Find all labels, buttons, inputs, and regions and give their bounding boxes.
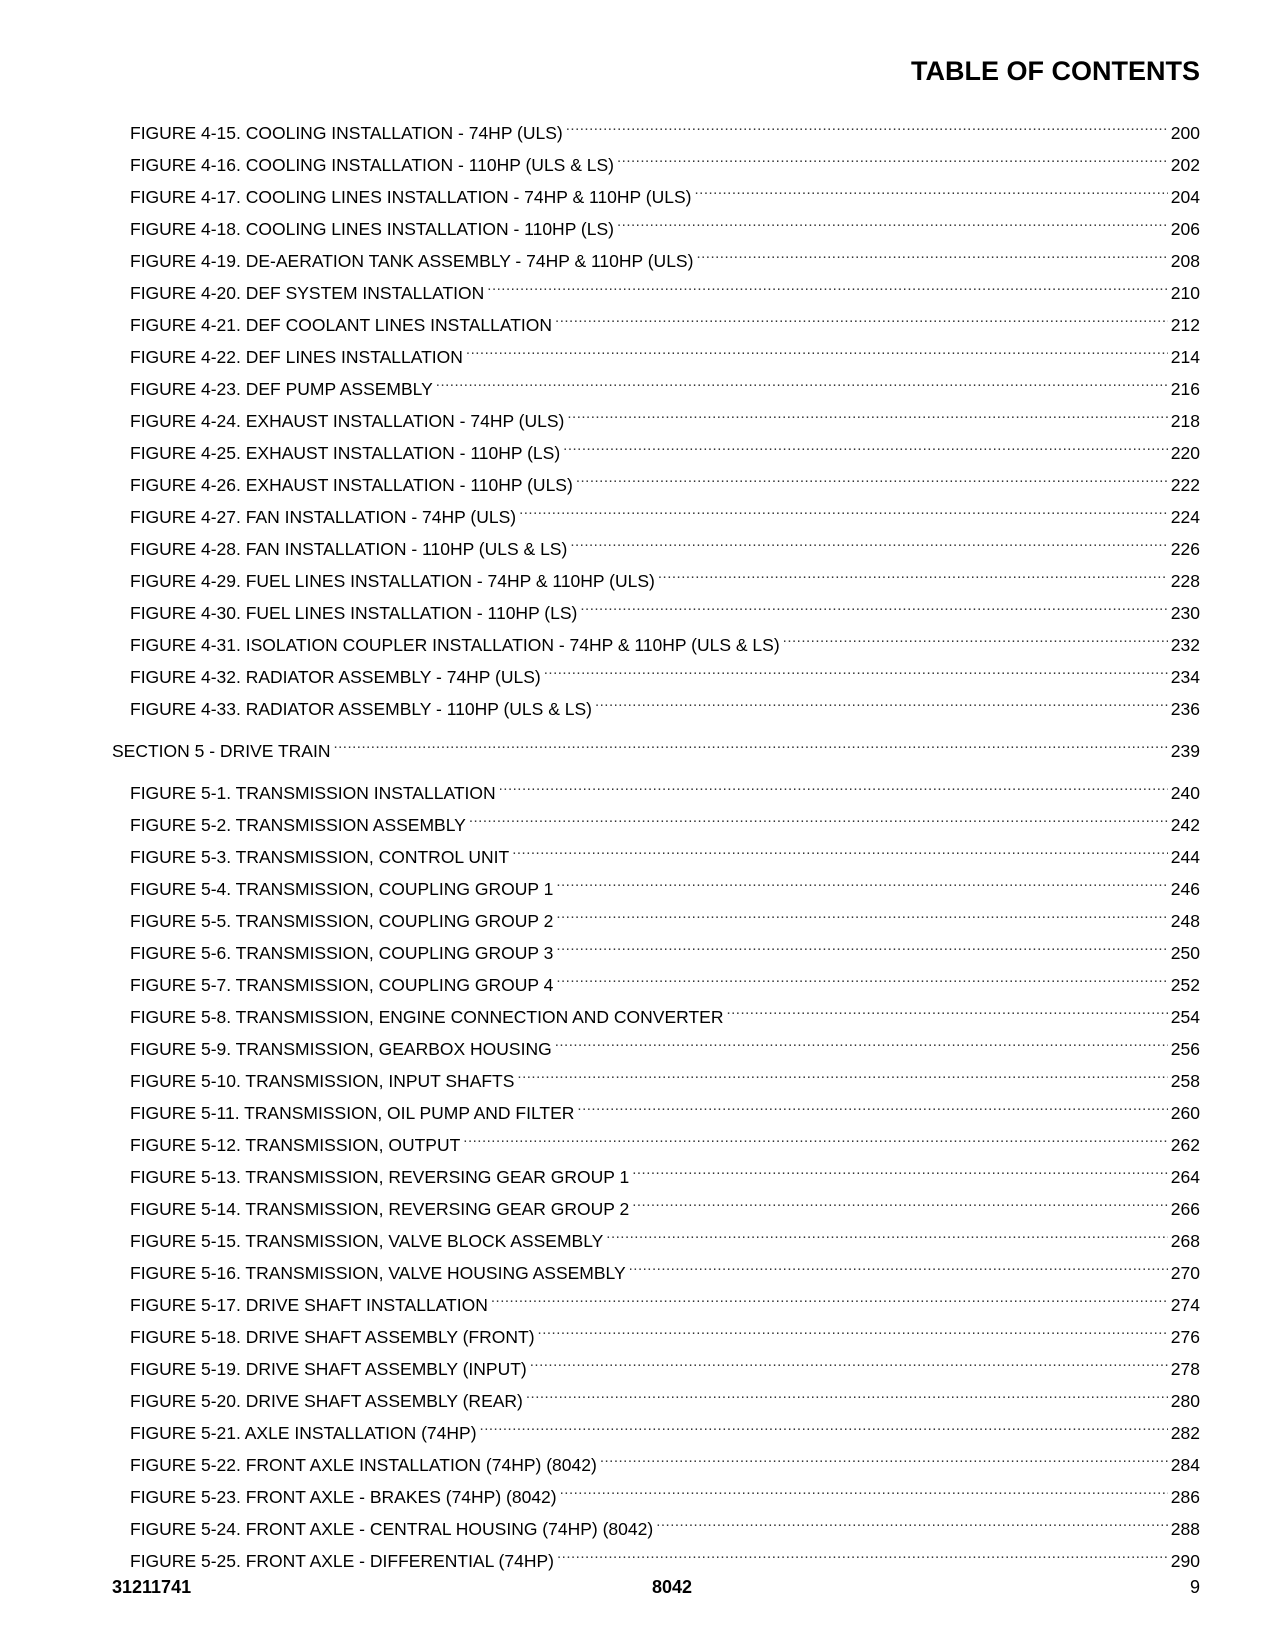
toc-dot-leader	[632, 1151, 1168, 1183]
toc-entry-label: FIGURE 5-18. DRIVE SHAFT ASSEMBLY (FRONT)	[130, 1327, 535, 1347]
toc-entry-page-number: 246	[1170, 879, 1200, 899]
toc-entry-label: FIGURE 4-23. DEF PUMP ASSEMBLY	[130, 379, 433, 399]
page-footer	[112, 1577, 1200, 1605]
toc-dot-leader	[556, 863, 1167, 895]
toc-entry-page-number: 288	[1170, 1519, 1200, 1539]
toc-entry-page-number: 264	[1170, 1167, 1200, 1187]
toc-dot-leader	[560, 1471, 1168, 1503]
toc-entry-label: FIGURE 4-33. RADIATOR ASSEMBLY - 110HP (ULS & LS)	[130, 699, 592, 719]
toc-entry-label: FIGURE 5-16. TRANSMISSION, VALVE HOUSING ASSEMBLY	[130, 1263, 626, 1283]
toc-dot-leader	[566, 107, 1168, 139]
toc-dot-leader	[517, 1055, 1167, 1087]
toc-entry-label: FIGURE 5-10. TRANSMISSION, INPUT SHAFTS	[130, 1071, 515, 1091]
toc-entry-page-number: 210	[1170, 283, 1200, 303]
toc-entry-page-number: 260	[1170, 1103, 1200, 1123]
toc-entry-label: FIGURE 5-7. TRANSMISSION, COUPLING GROUP 4	[130, 975, 554, 995]
toc-entry-label: FIGURE 4-32. RADIATOR ASSEMBLY - 74HP (ULS)	[130, 667, 541, 687]
toc-entry-page-number: 236	[1170, 699, 1200, 719]
toc-entry-label: FIGURE 5-1. TRANSMISSION INSTALLATION	[130, 783, 496, 803]
toc-entry-label: FIGURE 5-4. TRANSMISSION, COUPLING GROUP 1	[130, 879, 554, 899]
toc-entry-page-number: 250	[1170, 943, 1200, 963]
toc-dot-leader	[480, 1407, 1168, 1439]
toc-dot-leader	[632, 1183, 1168, 1215]
toc-entry-page-number: 268	[1170, 1231, 1200, 1251]
toc-entry-label: FIGURE 5-13. TRANSMISSION, REVERSING GEAR GROUP 1	[130, 1167, 630, 1187]
toc-entry-label: FIGURE 4-28. FAN INSTALLATION - 110HP (ULS & LS)	[130, 539, 568, 559]
toc-entry-page-number: 284	[1170, 1455, 1200, 1475]
toc-entry-page-number: 208	[1170, 251, 1200, 271]
toc-entry-label: FIGURE 5-12. TRANSMISSION, OUTPUT	[130, 1135, 461, 1155]
toc-entry-label: FIGURE 5-6. TRANSMISSION, COUPLING GROUP 3	[130, 943, 554, 963]
toc-dot-leader	[512, 831, 1168, 863]
toc-entry-label: FIGURE 4-29. FUEL LINES INSTALLATION - 74HP & 110HP (ULS)	[130, 571, 655, 591]
toc-dot-leader	[576, 459, 1168, 491]
toc-entry-label: FIGURE 5-5. TRANSMISSION, COUPLING GROUP 2	[130, 911, 554, 931]
toc-entry-page-number: 239	[1170, 741, 1200, 761]
toc-dot-leader	[333, 725, 1167, 757]
toc-entry-page-number: 262	[1170, 1135, 1200, 1155]
toc-entry-label: FIGURE 4-21. DEF COOLANT LINES INSTALLATION	[130, 315, 553, 335]
toc-dot-leader	[556, 927, 1167, 959]
toc-entry-page-number: 274	[1170, 1295, 1200, 1315]
footer-document-number: 31211741	[112, 1577, 192, 1597]
toc-entry-page-number: 230	[1170, 603, 1200, 623]
toc-dot-leader	[469, 799, 1168, 831]
toc-dot-leader	[544, 651, 1168, 683]
toc-dot-leader	[570, 523, 1167, 555]
toc-dot-leader	[617, 139, 1168, 171]
toc-section-entry[interactable]	[0, 725, 1275, 761]
toc-dot-leader	[491, 1279, 1168, 1311]
toc-dot-leader	[487, 267, 1168, 299]
toc-dot-leader	[466, 331, 1168, 363]
toc-entry-page-number: 258	[1170, 1071, 1200, 1091]
footer-model-number: 8042	[652, 1577, 693, 1597]
toc-entry-page-number: 254	[1170, 1007, 1200, 1027]
toc-entry-label: FIGURE 5-17. DRIVE SHAFT INSTALLATION	[130, 1295, 488, 1315]
toc-entry-label: FIGURE 4-15. COOLING INSTALLATION - 74HP (ULS)	[130, 123, 563, 143]
toc-entry-label: FIGURE 4-27. FAN INSTALLATION - 74HP (ULS)	[130, 507, 517, 527]
toc-dot-leader	[538, 1311, 1168, 1343]
toc-dot-leader	[783, 619, 1168, 651]
toc-entry-label: FIGURE 4-31. ISOLATION COUPLER INSTALLATION - 74HP & 110HP (ULS & LS)	[130, 635, 780, 655]
toc-entry-page-number: 228	[1170, 571, 1200, 591]
toc-entry-page-number: 242	[1170, 815, 1200, 835]
toc-entry-page-number: 276	[1170, 1327, 1200, 1347]
toc-entry-label: FIGURE 4-18. COOLING LINES INSTALLATION - 110HP (LS)	[130, 219, 614, 239]
toc-entry-page-number: 220	[1170, 443, 1200, 463]
toc-entry-page-number: 282	[1170, 1423, 1200, 1443]
toc-entry-label: FIGURE 4-20. DEF SYSTEM INSTALLATION	[130, 283, 485, 303]
toc-entry-label: FIGURE 4-22. DEF LINES INSTALLATION	[130, 347, 463, 367]
toc-entry-page-number: 212	[1170, 315, 1200, 335]
toc-entry-page-number: 226	[1170, 539, 1200, 559]
toc-dot-leader	[696, 235, 1167, 267]
toc-entry-page-number: 240	[1170, 783, 1200, 803]
toc-entry-label: FIGURE 5-24. FRONT AXLE - CENTRAL HOUSING (74HP) (8042)	[130, 1519, 654, 1539]
toc-dot-leader	[658, 555, 1168, 587]
toc-dot-leader	[463, 1119, 1168, 1151]
page-title: TABLE OF CONTENTS	[911, 56, 1200, 86]
toc-dot-leader	[526, 1375, 1168, 1407]
toc-dot-leader	[629, 1247, 1168, 1279]
toc-dot-leader	[580, 587, 1167, 619]
toc-entry-label: FIGURE 5-15. TRANSMISSION, VALVE BLOCK ASSEMBLY	[130, 1231, 604, 1251]
table-of-contents	[0, 107, 1275, 1571]
toc-figure-entry[interactable]	[0, 767, 1275, 803]
toc-entry-page-number: 270	[1170, 1263, 1200, 1283]
toc-entry-page-number: 200	[1170, 123, 1200, 143]
toc-dot-leader	[555, 1023, 1168, 1055]
toc-entry-label: FIGURE 5-11. TRANSMISSION, OIL PUMP AND FILTER	[130, 1103, 575, 1123]
toc-entry-page-number: 224	[1170, 507, 1200, 527]
toc-entry-label: FIGURE 5-23. FRONT AXLE - BRAKES (74HP) (8042)	[130, 1487, 557, 1507]
toc-dot-leader	[530, 1343, 1168, 1375]
toc-entry-label: FIGURE 4-19. DE-AERATION TANK ASSEMBLY - 74HP & 110HP (ULS)	[130, 251, 694, 271]
toc-entry-label: FIGURE 5-25. FRONT AXLE - DIFFERENTIAL (74HP)	[130, 1551, 554, 1571]
toc-entry-label: FIGURE 4-30. FUEL LINES INSTALLATION - 110HP (LS)	[130, 603, 578, 623]
toc-entry-label: FIGURE 5-19. DRIVE SHAFT ASSEMBLY (INPUT)	[130, 1359, 527, 1379]
toc-figure-entry[interactable]	[0, 107, 1275, 143]
toc-entry-label: FIGURE 5-9. TRANSMISSION, GEARBOX HOUSING	[130, 1039, 552, 1059]
toc-entry-label: FIGURE 5-2. TRANSMISSION ASSEMBLY	[130, 815, 466, 835]
toc-entry-page-number: 218	[1170, 411, 1200, 431]
toc-dot-leader	[694, 171, 1167, 203]
toc-dot-leader	[436, 363, 1168, 395]
toc-entry-page-number: 248	[1170, 911, 1200, 931]
toc-entry-page-number: 252	[1170, 975, 1200, 995]
toc-entry-page-number: 206	[1170, 219, 1200, 239]
toc-entry-page-number: 214	[1170, 347, 1200, 367]
toc-dot-leader	[556, 959, 1167, 991]
toc-dot-leader	[577, 1087, 1167, 1119]
toc-dot-leader	[656, 1503, 1168, 1535]
toc-entry-label: FIGURE 5-8. TRANSMISSION, ENGINE CONNECTION AND CONVERTER	[130, 1007, 724, 1027]
toc-entry-label: SECTION 5 - DRIVE TRAIN	[112, 741, 331, 761]
toc-entry-page-number: 286	[1170, 1487, 1200, 1507]
toc-entry-page-number: 216	[1170, 379, 1200, 399]
toc-entry-page-number: 278	[1170, 1359, 1200, 1379]
toc-entry-page-number: 256	[1170, 1039, 1200, 1059]
toc-entry-page-number: 280	[1170, 1391, 1200, 1411]
toc-entry-page-number: 222	[1170, 475, 1200, 495]
toc-dot-leader	[726, 991, 1167, 1023]
toc-entry-label: FIGURE 4-24. EXHAUST INSTALLATION - 74HP (ULS)	[130, 411, 565, 431]
toc-entry-label: FIGURE 4-17. COOLING LINES INSTALLATION - 74HP & 110HP (ULS)	[130, 187, 692, 207]
toc-entry-label: FIGURE 5-3. TRANSMISSION, CONTROL UNIT	[130, 847, 510, 867]
toc-entry-label: FIGURE 5-20. DRIVE SHAFT ASSEMBLY (REAR)	[130, 1391, 523, 1411]
toc-entry-page-number: 204	[1170, 187, 1200, 207]
toc-entry-label: FIGURE 4-26. EXHAUST INSTALLATION - 110HP (ULS)	[130, 475, 573, 495]
toc-dot-leader	[563, 427, 1168, 459]
toc-entry-page-number: 234	[1170, 667, 1200, 687]
toc-entry-label: FIGURE 4-25. EXHAUST INSTALLATION - 110HP (LS)	[130, 443, 561, 463]
toc-dot-leader	[595, 683, 1168, 715]
toc-dot-leader	[519, 491, 1168, 523]
toc-dot-leader	[617, 203, 1168, 235]
toc-dot-leader	[555, 299, 1168, 331]
toc-entry-label: FIGURE 5-21. AXLE INSTALLATION (74HP)	[130, 1423, 477, 1443]
toc-entry-label: FIGURE 5-22. FRONT AXLE INSTALLATION (74HP) (8042)	[130, 1455, 597, 1475]
toc-entry-page-number: 232	[1170, 635, 1200, 655]
toc-dot-leader	[606, 1215, 1168, 1247]
toc-entry-page-number: 266	[1170, 1199, 1200, 1219]
toc-dot-leader	[600, 1439, 1168, 1471]
footer-page-number: 9	[1189, 1577, 1200, 1597]
toc-entry-label: FIGURE 4-16. COOLING INSTALLATION - 110HP (ULS & LS)	[130, 155, 614, 175]
toc-entry-label: FIGURE 5-14. TRANSMISSION, REVERSING GEAR GROUP 2	[130, 1199, 630, 1219]
toc-dot-leader	[567, 395, 1167, 427]
toc-dot-leader	[557, 1535, 1168, 1567]
toc-entry-page-number: 202	[1170, 155, 1200, 175]
toc-entry-page-number: 290	[1170, 1551, 1200, 1571]
toc-dot-leader	[499, 767, 1168, 799]
toc-entry-page-number: 244	[1170, 847, 1200, 867]
toc-dot-leader	[556, 895, 1167, 927]
